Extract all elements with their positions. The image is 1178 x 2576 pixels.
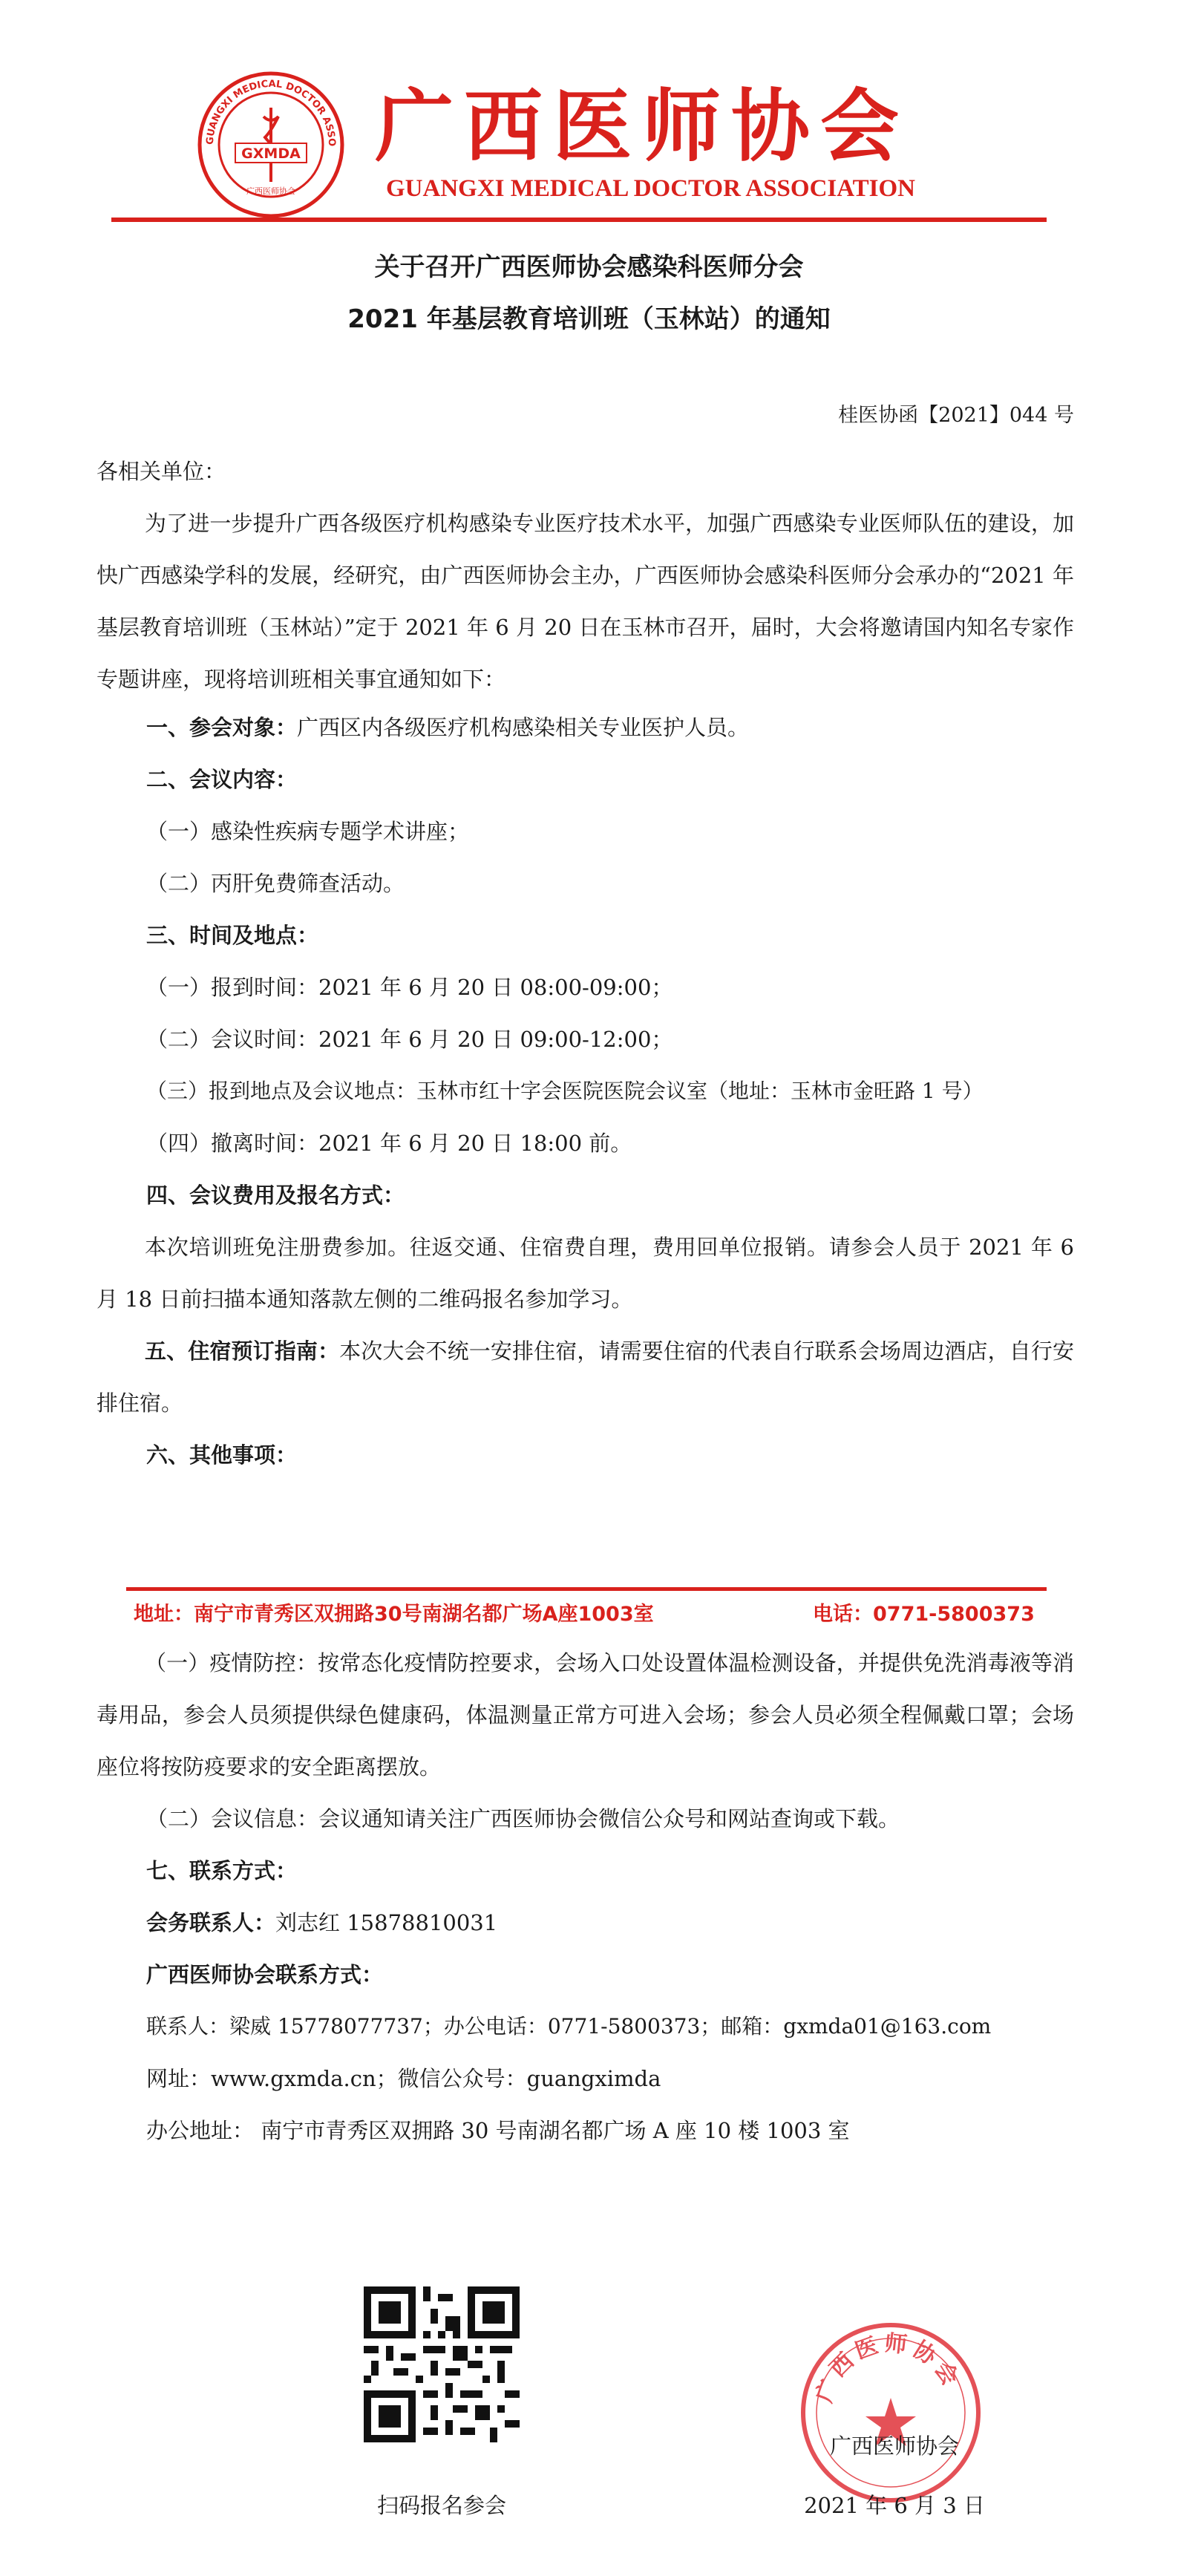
section-5-text: 本次大会不统一安排住宿，请需要住宿的代表自行联系会场周边酒店，自行安排住宿。 xyxy=(96,1338,1074,1416)
notice-title-line1: 关于召开广西医师协会感染科医师分会 xyxy=(374,252,804,282)
section-3-item: （二）会议时间：2021 年 6 月 20 日 09:00-12:00； xyxy=(146,1027,673,1052)
section-4-text: 本次培训班免注册费参加。往返交通、住宿费自理，费用回单位报销。请参会人员于 2021 年 6 月 18 日前扫描本通知落款左侧的二维码报名参加学习。 xyxy=(96,1235,1074,1312)
section-4-heading: 四、会议费用及报名方式： xyxy=(146,1183,405,1208)
section-3-heading: 三、时间及地点： xyxy=(146,923,319,948)
signature-org: 广西医师协会 xyxy=(829,2433,959,2459)
section-2-item: （二）丙肝免费筛查活动。 xyxy=(146,871,405,896)
header-divider xyxy=(111,218,1047,222)
section-6-item-2: （二）会议信息：会议通知请关注广西医师协会微信公众号和网站查询或下载。 xyxy=(146,1806,900,1831)
footer-address: 地址：南宁市青秀区双拥路30号南湖名都广场A座1003室 xyxy=(134,1603,654,1626)
meeting-contact-value: 刘志红 15878810031 xyxy=(275,1910,498,1935)
section-5 xyxy=(96,1325,1074,1429)
document-number: 桂医协函【2021】044 号 xyxy=(838,404,1074,427)
intro-paragraph: 为了进一步提升广西各级医疗机构感染专业医疗技术水平，加强广西感染专业医师队伍的建设，加快广西感染学科的发展，经研究，由广西医师协会主办，广西医师协会感染科医师分会承办的“2021 年基层教育培训班（玉林站）”定于 2021 年 6 月 20 日在玉林市召开，届时，大会将邀请国内知名专家作专题讲座，现将培训班相关事宜通知如下： xyxy=(96,511,1074,692)
qr-caption: 扫码报名参会 xyxy=(376,2493,506,2518)
signature-date: 2021 年 6 月 3 日 xyxy=(804,2493,985,2518)
section-3-item: （一）报到时间：2021 年 6 月 20 日 08:00-09:00； xyxy=(146,975,673,1000)
section-2-item: （一）感染性疾病专题学术讲座； xyxy=(146,819,470,844)
qr-code[interactable] xyxy=(364,2286,520,2442)
org-name-en: GUANGXI MEDICAL DOCTOR ASSOCIATION xyxy=(386,175,915,202)
seal-text: 广西医师协会 xyxy=(811,2330,966,2406)
notice-title-line2: 2021 年基层教育培训班（玉林站）的通知 xyxy=(347,304,831,334)
section-6-heading: 六、其他事项： xyxy=(146,1442,298,1468)
section-6-item-1: （一）疫情防控：按常态化疫情防控要求，会场入口处设置体温检测设备，并提供免洗消毒液等消毒用品，参会人员须提供绿色健康码，体温测量正常方可进入会场；参会人员必须全程佩戴口罩；会场座位将按防疫要求的安全距离摆放。 xyxy=(96,1650,1074,1779)
meeting-contact xyxy=(146,1897,1074,1949)
section-3-item: （四）撤离时间：2021 年 6 月 20 日 18:00 前。 xyxy=(146,1131,632,1156)
meeting-contact-label: 会务联系人： xyxy=(146,1910,276,1935)
section-5-heading: 五、住宿预订指南： xyxy=(145,1338,340,1364)
section-1 xyxy=(146,702,1074,753)
footer-divider xyxy=(126,1587,1047,1591)
logo-center-text: GXMDA xyxy=(241,146,301,162)
org-website-line: 网址：www.gxmda.cn；微信公众号：guangximda xyxy=(146,2066,661,2091)
org-contact-line: 联系人：梁威 15778077737；办公电话：0771-5800373；邮箱：gxmda01@163.com xyxy=(146,2014,992,2039)
salutation: 各相关单位： xyxy=(96,459,226,484)
section-1-heading: 一、参会对象： xyxy=(146,715,298,740)
logo-bottom-text: 广西医师协会 xyxy=(246,186,295,196)
section-1-text: 广西区内各级医疗机构感染相关专业医护人员。 xyxy=(297,715,750,740)
section-3-item: （三）报到地点及会议地点：玉林市红十字会医院医院会议室（地址：玉林市金旺路 1 号） xyxy=(146,1079,984,1103)
section-2-heading: 二、会议内容： xyxy=(146,767,298,792)
section-7-heading: 七、联系方式： xyxy=(146,1858,298,1883)
org-name-cn: 广西医师协会 xyxy=(375,79,909,172)
logo xyxy=(197,71,345,219)
footer-phone: 电话：0771-5800373 xyxy=(813,1603,1035,1626)
org-contact-heading: 广西医师协会联系方式： xyxy=(146,1962,384,1987)
org-address-line: 办公地址： 南宁市青秀区双拥路 30 号南湖名都广场 A 座 10 楼 1003 室 xyxy=(146,2118,850,2143)
logo-ring-text: GUANGXI MEDICAL DOCTOR ASSO xyxy=(204,78,338,147)
official-seal xyxy=(798,2320,984,2505)
